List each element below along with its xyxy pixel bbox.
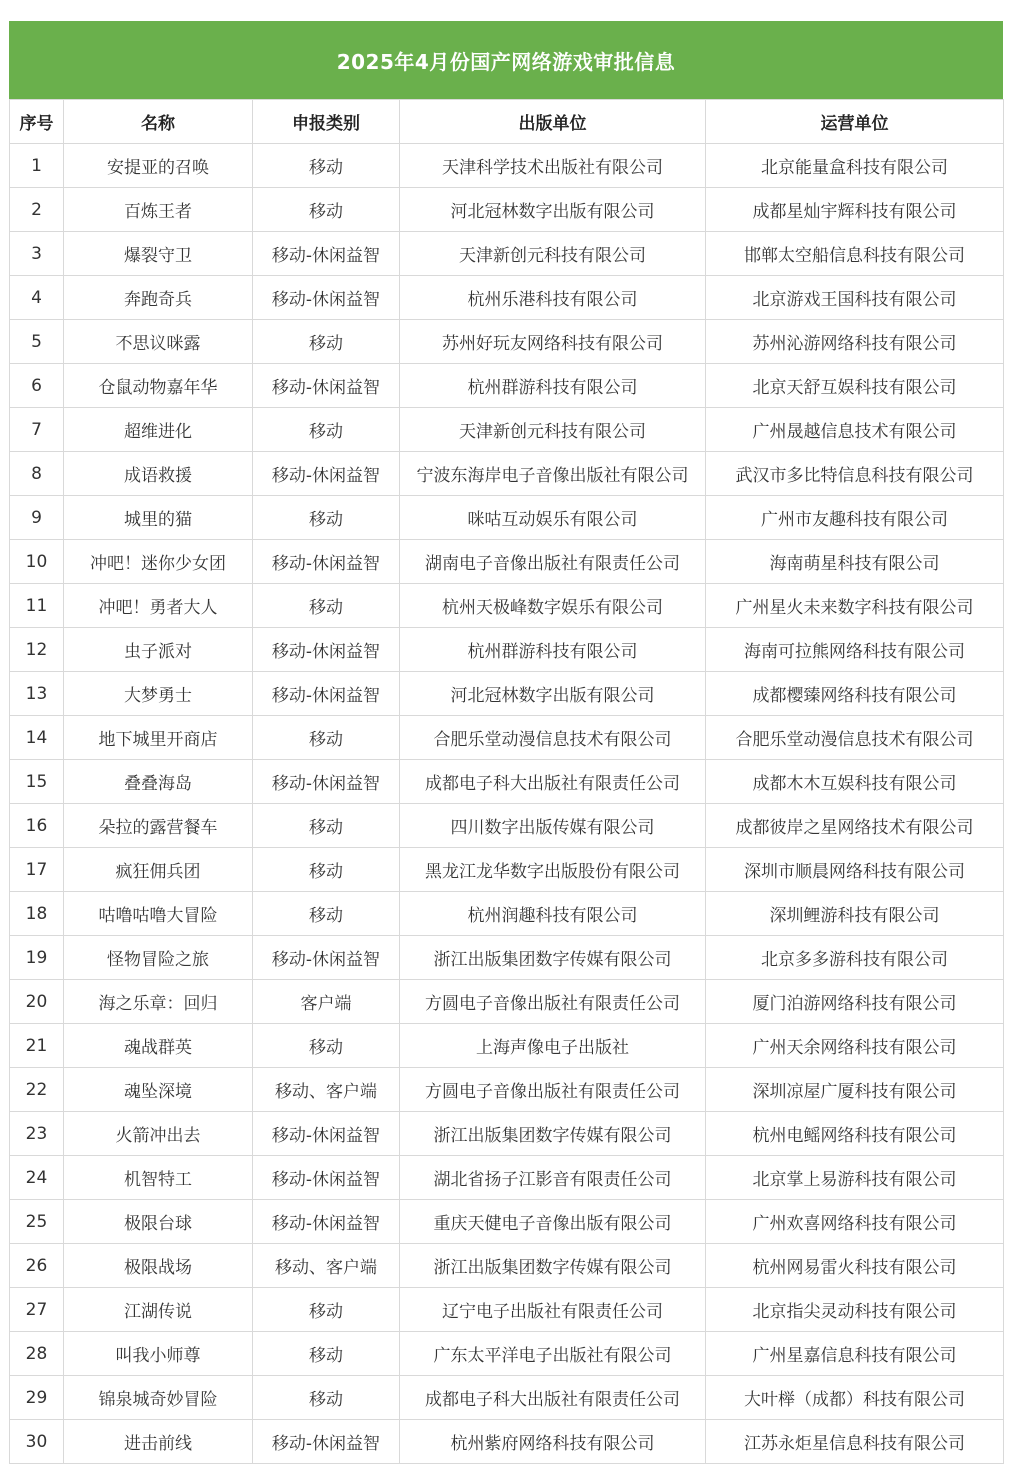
cell-category: 移动 [253, 1024, 400, 1068]
table-row [10, 760, 1004, 804]
table-row [10, 1332, 1004, 1376]
cell-category: 移动-休闲益智 [253, 628, 400, 672]
table-row [10, 1112, 1004, 1156]
table-body [10, 144, 1004, 1464]
cell-publisher: 天津科学技术出版社有限公司 [400, 144, 706, 188]
cell-publisher: 成都电子科大出版社有限责任公司 [400, 760, 706, 804]
cell-index: 30 [10, 1420, 64, 1464]
cell-index: 17 [10, 848, 64, 892]
table-row [10, 232, 1004, 276]
table-row [10, 672, 1004, 716]
cell-game-name: 安提亚的召唤 [64, 144, 253, 188]
cell-category: 移动、客户端 [253, 1244, 400, 1288]
cell-index: 18 [10, 892, 64, 936]
cell-operator: 武汉市多比特信息科技有限公司 [706, 452, 1004, 496]
cell-index: 23 [10, 1112, 64, 1156]
header-name: 名称 [64, 100, 253, 144]
cell-index: 15 [10, 760, 64, 804]
approval-table [9, 99, 1004, 1464]
cell-game-name: 叠叠海岛 [64, 760, 253, 804]
cell-category: 移动-休闲益智 [253, 232, 400, 276]
cell-index: 22 [10, 1068, 64, 1112]
table-row [10, 1156, 1004, 1200]
table-row [10, 144, 1004, 188]
cell-game-name: 虫子派对 [64, 628, 253, 672]
cell-game-name: 魂坠深境 [64, 1068, 253, 1112]
cell-index: 16 [10, 804, 64, 848]
cell-game-name: 机智特工 [64, 1156, 253, 1200]
cell-category: 移动 [253, 496, 400, 540]
header-category: 申报类别 [253, 100, 400, 144]
table-row [10, 892, 1004, 936]
header-operator: 运营单位 [706, 100, 1004, 144]
cell-category: 移动 [253, 1332, 400, 1376]
cell-index: 13 [10, 672, 64, 716]
cell-game-name: 奔跑奇兵 [64, 276, 253, 320]
cell-category: 移动 [253, 320, 400, 364]
cell-game-name: 进击前线 [64, 1420, 253, 1464]
cell-index: 2 [10, 188, 64, 232]
cell-publisher: 宁波东海岸电子音像出版社有限公司 [400, 452, 706, 496]
cell-operator: 北京多多游科技有限公司 [706, 936, 1004, 980]
cell-category: 移动-休闲益智 [253, 672, 400, 716]
cell-category: 移动-休闲益智 [253, 1112, 400, 1156]
cell-category: 移动-休闲益智 [253, 936, 400, 980]
cell-category: 移动 [253, 144, 400, 188]
cell-category: 客户端 [253, 980, 400, 1024]
cell-publisher: 重庆天健电子音像出版有限公司 [400, 1200, 706, 1244]
cell-publisher: 咪咕互动娱乐有限公司 [400, 496, 706, 540]
table-row [10, 1068, 1004, 1112]
header-index: 序号 [10, 100, 64, 144]
cell-index: 10 [10, 540, 64, 584]
cell-publisher: 河北冠林数字出版有限公司 [400, 672, 706, 716]
cell-publisher: 天津新创元科技有限公司 [400, 232, 706, 276]
cell-publisher: 湖北省扬子江影音有限责任公司 [400, 1156, 706, 1200]
table-title-banner [9, 21, 1003, 99]
cell-game-name: 叫我小师尊 [64, 1332, 253, 1376]
cell-category: 移动-休闲益智 [253, 1420, 400, 1464]
cell-operator: 北京能量盒科技有限公司 [706, 144, 1004, 188]
cell-operator: 杭州网易雷火科技有限公司 [706, 1244, 1004, 1288]
cell-operator: 深圳凉屋广厦科技有限公司 [706, 1068, 1004, 1112]
table-row [10, 936, 1004, 980]
cell-game-name: 超维进化 [64, 408, 253, 452]
cell-publisher: 黑龙江龙华数字出版股份有限公司 [400, 848, 706, 892]
cell-index: 9 [10, 496, 64, 540]
cell-index: 12 [10, 628, 64, 672]
cell-operator: 海南萌星科技有限公司 [706, 540, 1004, 584]
cell-publisher: 河北冠林数字出版有限公司 [400, 188, 706, 232]
cell-publisher: 四川数字出版传媒有限公司 [400, 804, 706, 848]
table-row [10, 1420, 1004, 1464]
cell-index: 19 [10, 936, 64, 980]
table-row [10, 804, 1004, 848]
table-row [10, 980, 1004, 1024]
cell-index: 1 [10, 144, 64, 188]
cell-game-name: 仓鼠动物嘉年华 [64, 364, 253, 408]
cell-operator: 深圳鲤游科技有限公司 [706, 892, 1004, 936]
header-row [10, 100, 1004, 144]
cell-operator: 广州星火未来数字科技有限公司 [706, 584, 1004, 628]
cell-operator: 成都彼岸之星网络技术有限公司 [706, 804, 1004, 848]
table-row [10, 1024, 1004, 1068]
cell-operator: 深圳市顺晨网络科技有限公司 [706, 848, 1004, 892]
cell-operator: 成都木木互娱科技有限公司 [706, 760, 1004, 804]
cell-operator: 广州天余网络科技有限公司 [706, 1024, 1004, 1068]
cell-operator: 广州欢喜网络科技有限公司 [706, 1200, 1004, 1244]
cell-publisher: 方圆电子音像出版社有限责任公司 [400, 1068, 706, 1112]
table-row [10, 848, 1004, 892]
table-row [10, 408, 1004, 452]
table-row [10, 716, 1004, 760]
cell-operator: 广州星嘉信息科技有限公司 [706, 1332, 1004, 1376]
cell-operator: 北京天舒互娱科技有限公司 [706, 364, 1004, 408]
cell-index: 27 [10, 1288, 64, 1332]
cell-category: 移动 [253, 408, 400, 452]
cell-category: 移动 [253, 1376, 400, 1420]
cell-publisher: 杭州乐港科技有限公司 [400, 276, 706, 320]
cell-category: 移动 [253, 584, 400, 628]
cell-publisher: 杭州天极峰数字娱乐有限公司 [400, 584, 706, 628]
cell-game-name: 爆裂守卫 [64, 232, 253, 276]
cell-operator: 广州市友趣科技有限公司 [706, 496, 1004, 540]
header-publisher: 出版单位 [400, 100, 706, 144]
cell-game-name: 地下城里开商店 [64, 716, 253, 760]
cell-game-name: 极限战场 [64, 1244, 253, 1288]
cell-game-name: 江湖传说 [64, 1288, 253, 1332]
cell-index: 6 [10, 364, 64, 408]
table-title: 2025年4月份国产网络游戏审批信息 [336, 49, 676, 74]
table-row [10, 364, 1004, 408]
cell-category: 移动-休闲益智 [253, 760, 400, 804]
cell-category: 移动-休闲益智 [253, 276, 400, 320]
table-row [10, 496, 1004, 540]
cell-publisher: 浙江出版集团数字传媒有限公司 [400, 936, 706, 980]
cell-publisher: 浙江出版集团数字传媒有限公司 [400, 1244, 706, 1288]
cell-operator: 海南可拉熊网络科技有限公司 [706, 628, 1004, 672]
cell-game-name: 锦泉城奇妙冒险 [64, 1376, 253, 1420]
table-row [10, 584, 1004, 628]
cell-game-name: 极限台球 [64, 1200, 253, 1244]
cell-operator: 广州晟越信息技术有限公司 [706, 408, 1004, 452]
cell-category: 移动-休闲益智 [253, 1156, 400, 1200]
cell-game-name: 朵拉的露营餐车 [64, 804, 253, 848]
cell-operator: 合肥乐堂动漫信息技术有限公司 [706, 716, 1004, 760]
table-row [10, 1376, 1004, 1420]
table-row [10, 1288, 1004, 1332]
cell-operator: 苏州沁游网络科技有限公司 [706, 320, 1004, 364]
cell-category: 移动 [253, 892, 400, 936]
approval-table-container [9, 21, 1003, 1464]
cell-game-name: 咕噜咕噜大冒险 [64, 892, 253, 936]
cell-index: 26 [10, 1244, 64, 1288]
cell-publisher: 广东太平洋电子出版社有限公司 [400, 1332, 706, 1376]
cell-operator: 北京游戏王国科技有限公司 [706, 276, 1004, 320]
table-row [10, 320, 1004, 364]
cell-game-name: 冲吧！迷你少女团 [64, 540, 253, 584]
table-row [10, 540, 1004, 584]
cell-game-name: 百炼王者 [64, 188, 253, 232]
cell-index: 11 [10, 584, 64, 628]
cell-category: 移动-休闲益智 [253, 364, 400, 408]
cell-index: 24 [10, 1156, 64, 1200]
cell-operator: 厦门泊游网络科技有限公司 [706, 980, 1004, 1024]
cell-category: 移动 [253, 804, 400, 848]
cell-index: 5 [10, 320, 64, 364]
table-row [10, 628, 1004, 672]
cell-publisher: 方圆电子音像出版社有限责任公司 [400, 980, 706, 1024]
cell-operator: 北京指尖灵动科技有限公司 [706, 1288, 1004, 1332]
cell-game-name: 魂战群英 [64, 1024, 253, 1068]
cell-publisher: 成都电子科大出版社有限责任公司 [400, 1376, 706, 1420]
cell-index: 25 [10, 1200, 64, 1244]
cell-index: 8 [10, 452, 64, 496]
cell-category: 移动 [253, 1288, 400, 1332]
cell-operator: 邯郸太空船信息科技有限公司 [706, 232, 1004, 276]
cell-category: 移动、客户端 [253, 1068, 400, 1112]
cell-operator: 江苏永炬星信息科技有限公司 [706, 1420, 1004, 1464]
cell-index: 21 [10, 1024, 64, 1068]
cell-publisher: 杭州紫府网络科技有限公司 [400, 1420, 706, 1464]
table-row [10, 452, 1004, 496]
cell-category: 移动-休闲益智 [253, 452, 400, 496]
cell-category: 移动-休闲益智 [253, 1200, 400, 1244]
cell-operator: 成都樱臻网络科技有限公司 [706, 672, 1004, 716]
cell-operator: 杭州电鳐网络科技有限公司 [706, 1112, 1004, 1156]
cell-operator: 大叶榉（成都）科技有限公司 [706, 1376, 1004, 1420]
cell-index: 3 [10, 232, 64, 276]
cell-publisher: 湖南电子音像出版社有限责任公司 [400, 540, 706, 584]
table-row [10, 188, 1004, 232]
cell-index: 20 [10, 980, 64, 1024]
cell-category: 移动-休闲益智 [253, 540, 400, 584]
cell-category: 移动 [253, 848, 400, 892]
cell-game-name: 城里的猫 [64, 496, 253, 540]
cell-game-name: 火箭冲出去 [64, 1112, 253, 1156]
cell-index: 29 [10, 1376, 64, 1420]
cell-index: 28 [10, 1332, 64, 1376]
cell-publisher: 杭州群游科技有限公司 [400, 628, 706, 672]
cell-game-name: 大梦勇士 [64, 672, 253, 716]
cell-index: 14 [10, 716, 64, 760]
table-row [10, 1200, 1004, 1244]
cell-publisher: 合肥乐堂动漫信息技术有限公司 [400, 716, 706, 760]
cell-publisher: 上海声像电子出版社 [400, 1024, 706, 1068]
cell-game-name: 海之乐章：回归 [64, 980, 253, 1024]
table-row [10, 1244, 1004, 1288]
cell-publisher: 杭州群游科技有限公司 [400, 364, 706, 408]
cell-game-name: 成语救援 [64, 452, 253, 496]
cell-game-name: 冲吧！勇者大人 [64, 584, 253, 628]
cell-publisher: 辽宁电子出版社有限责任公司 [400, 1288, 706, 1332]
cell-publisher: 杭州润趣科技有限公司 [400, 892, 706, 936]
cell-publisher: 浙江出版集团数字传媒有限公司 [400, 1112, 706, 1156]
cell-publisher: 天津新创元科技有限公司 [400, 408, 706, 452]
cell-game-name: 不思议咪露 [64, 320, 253, 364]
cell-index: 4 [10, 276, 64, 320]
cell-game-name: 怪物冒险之旅 [64, 936, 253, 980]
cell-operator: 成都星灿宇辉科技有限公司 [706, 188, 1004, 232]
cell-index: 7 [10, 408, 64, 452]
cell-publisher: 苏州好玩友网络科技有限公司 [400, 320, 706, 364]
cell-game-name: 疯狂佣兵团 [64, 848, 253, 892]
cell-operator: 北京掌上易游科技有限公司 [706, 1156, 1004, 1200]
cell-category: 移动 [253, 716, 400, 760]
cell-category: 移动 [253, 188, 400, 232]
table-row [10, 276, 1004, 320]
